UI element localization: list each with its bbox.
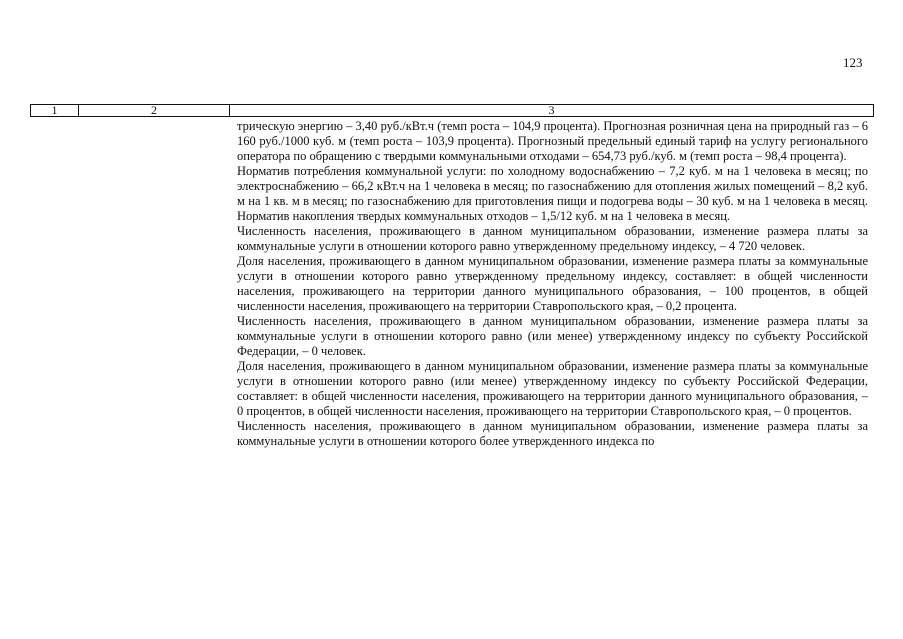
paragraph-tariffs: трическую энергию – 3,40 руб./кВт.ч (темп роста – 104,9 процента). Прогнозная розничная цена на природный газ – 6 160 руб./1000 куб. м (темп роста – 103,9 процента). Прогнозный предельный единый тариф на услугу регионального оператора по обращению с твердыми коммунальными отходами – 654,73 руб./куб. м (темп роста – 98,4 процента). [237, 119, 868, 163]
table-header-col-2: 2 [79, 105, 230, 116]
paragraph-consumption-norms: Норматив потребления коммунальной услуги: по холодному водоснабжению – 7,2 куб. м на 1 человека в месяц; по электроснабжению – 66,2 кВт.ч на 1 человека в месяц; по газоснабжению для отопления жилых помещений – 8,2 куб. м на 1 кв. м в месяц; по газоснабжению для приготовления пищи и подогрева воды – 30 куб. м на 1 человека в месяц. Норматив накопления твердых коммунальных отходов – 1,5/12 куб. м на 1 человека в месяц. [237, 164, 868, 223]
paragraph-share-equal-index: Доля населения, проживающего в данном муниципальном образовании, изменение размера платы за коммунальные услуги в отношении которого равно утвержденному предельному индексу, составляет: в общей численности населения, проживающего на территории данного муниципального образования, – 100 процентов, в общей численности населения, проживающего на территории Ставропольского края, – 0,2 процента. [237, 254, 868, 313]
table-header-row [30, 104, 874, 117]
paragraph-population-equal-index: Численность населения, проживающего в данном муниципальном образовании, изменение размера платы за коммунальные услуги в отношении которого равно утвержденному предельному индексу, – 4 720 человек. [237, 224, 868, 253]
document-body [237, 119, 868, 449]
paragraph-share-equal-or-less: Доля населения, проживающего в данном муниципальном образовании, изменение размера платы за коммунальные услуги в отношении которого равно (или менее) утвержденному индексу по субъекту Российской Федерации, составляет: в общей численности населения, проживающего на территории данного муниципального образования, – 0 процентов, в общей численности населения, проживающего на территории Ставропольского края, – 0 процентов. [237, 359, 868, 418]
table-header-col-3: 3 [548, 103, 555, 117]
paragraph-population-equal-or-less: Численность населения, проживающего в данном муниципальном образовании, изменение размера платы за коммунальные услуги в отношении которого равно (или менее) утвержденному индексу по субъекту Российской Федерации, – 0 человек. [237, 314, 868, 358]
table-header-col-1: 1 [31, 105, 79, 116]
paragraph-population-above-index: Численность населения, проживающего в данном муниципальном образовании, изменение размера платы за коммунальные услуги в отношении которого более утвержденного индекса по [237, 419, 868, 448]
page-number: 123 [843, 55, 863, 70]
